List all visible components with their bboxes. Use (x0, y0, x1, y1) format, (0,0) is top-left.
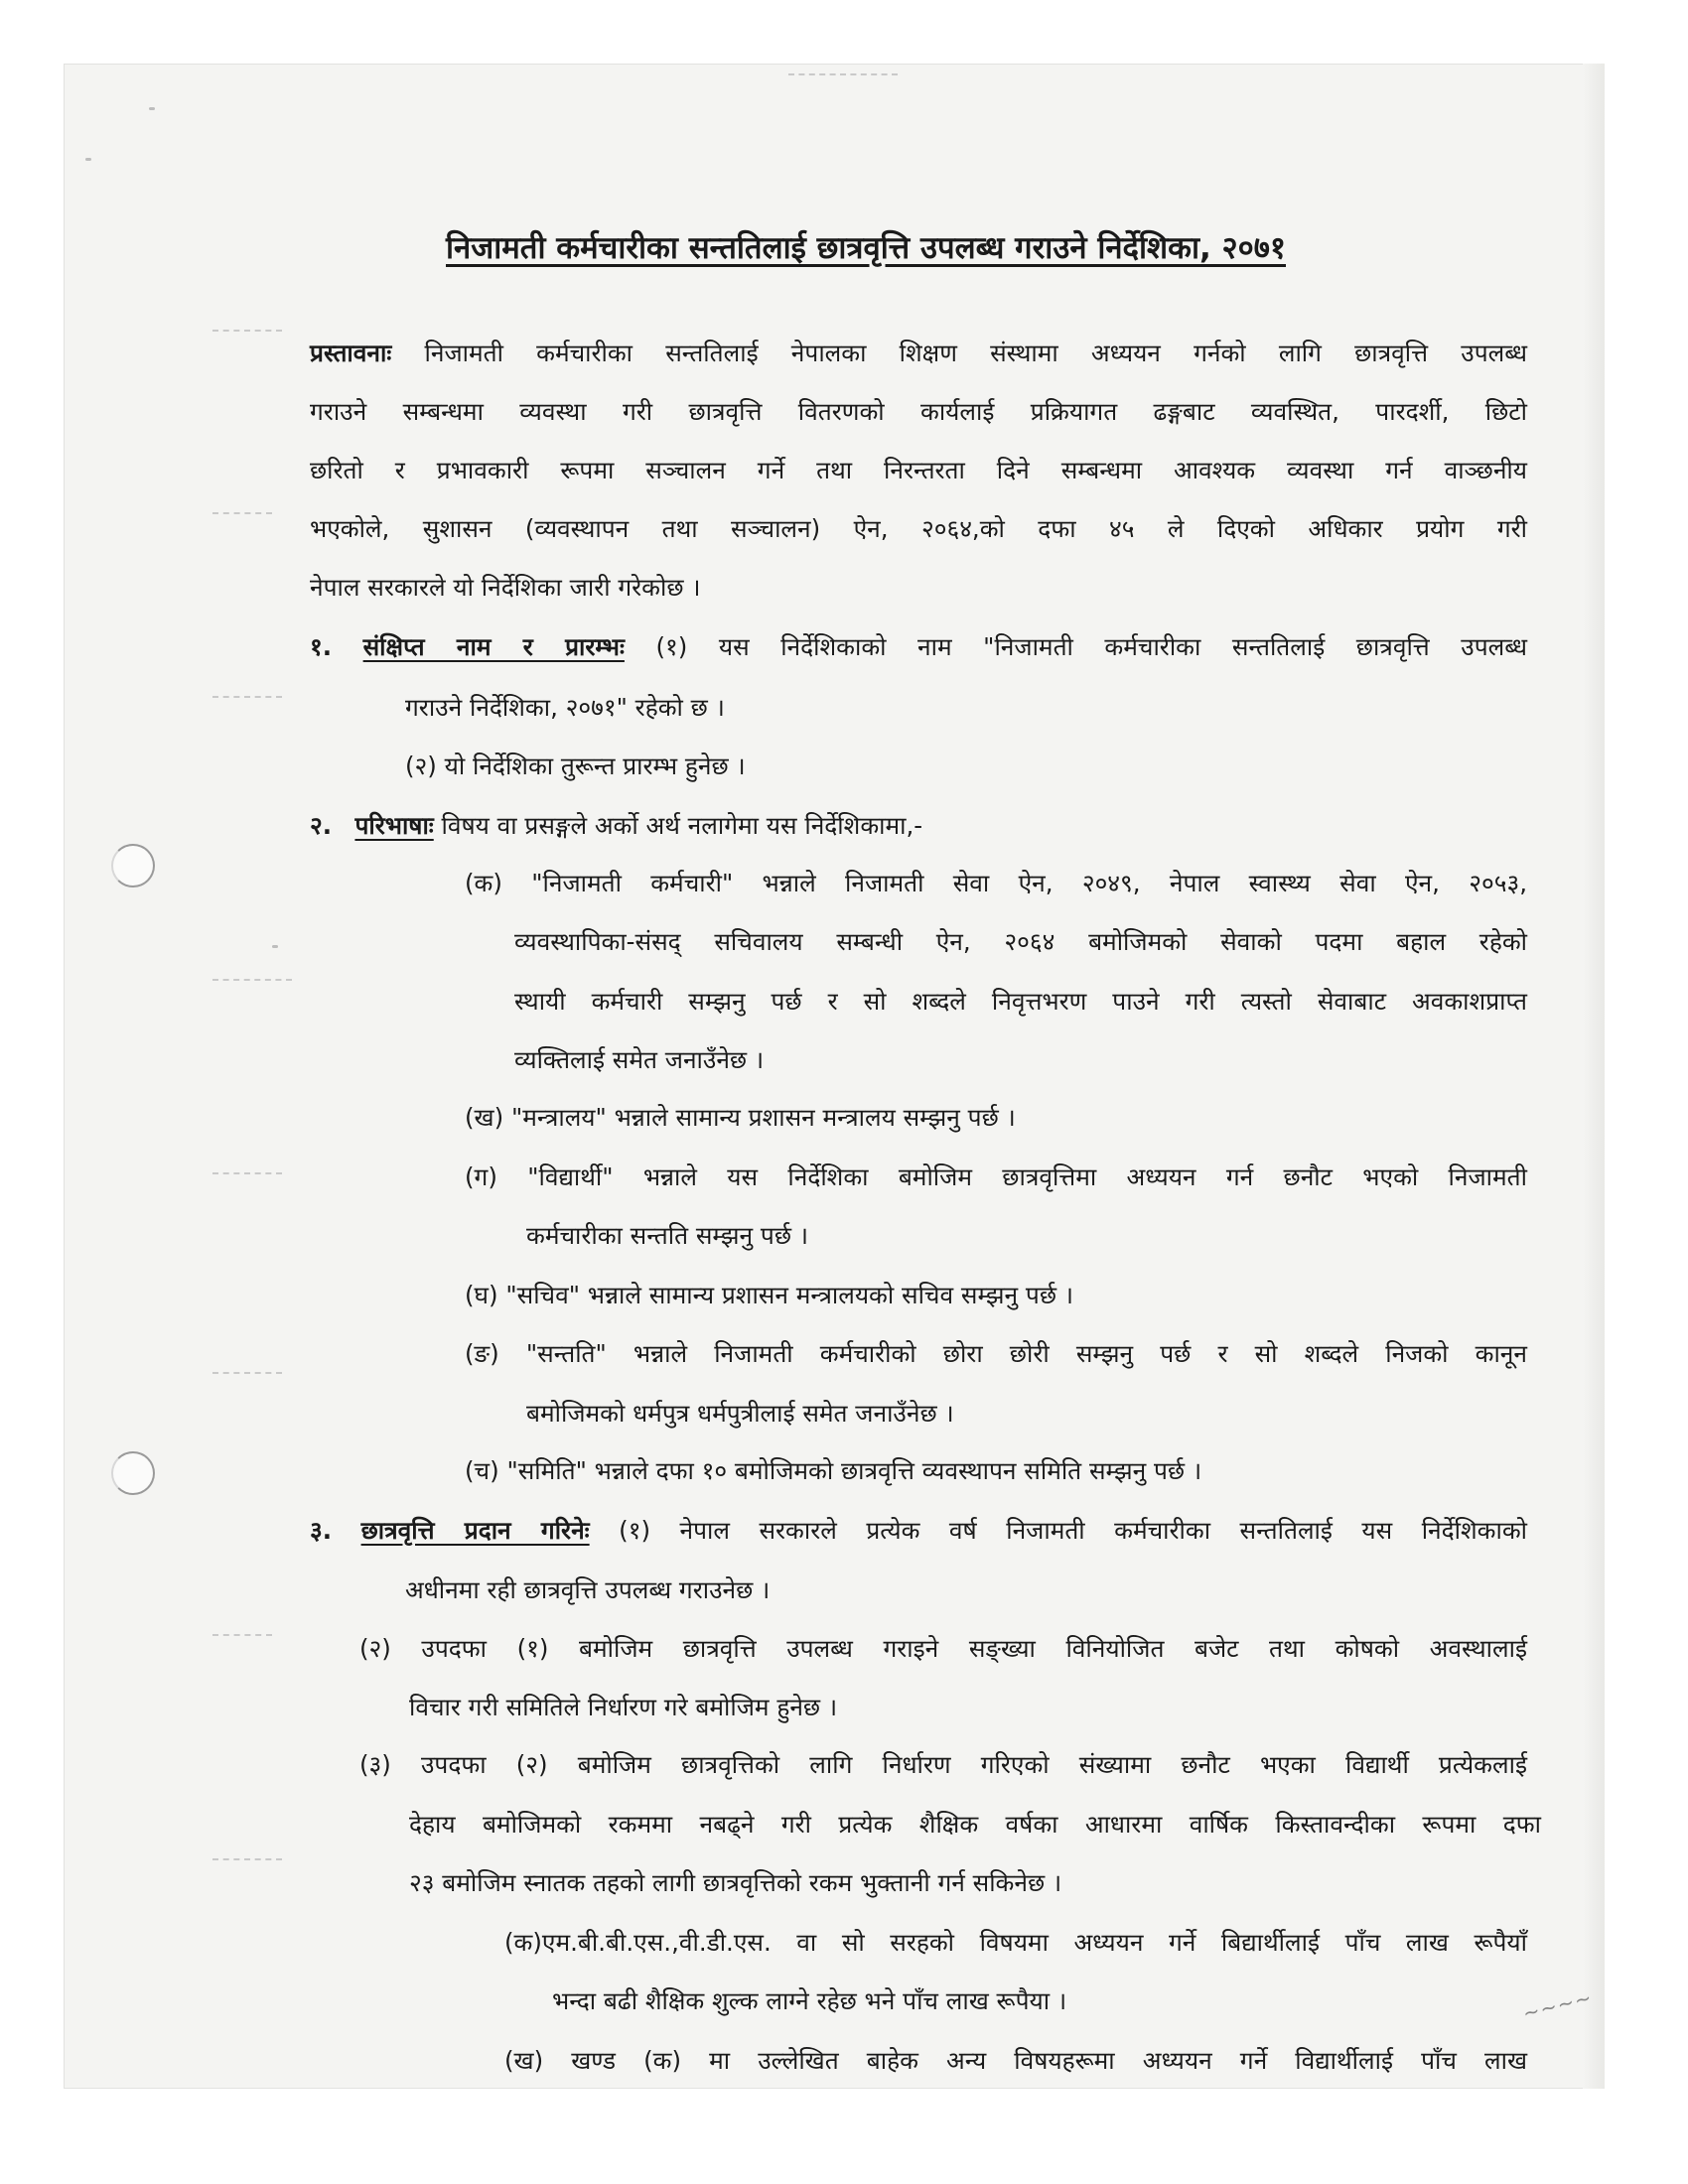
subsection-2-line-2: विचार गरी समितिले निर्धारण गरे बमोजिम हुनेछ । (409, 1693, 838, 1721)
scan-artifact (85, 158, 91, 161)
section-3-line-2: अधीनमा रही छात्रवृत्ति उपलब्ध गराउनेछ । (405, 1575, 771, 1604)
preamble-line-3: छरितो र प्रभावकारी रूपमा सञ्चालन गर्ने तथा निरन्तरता दिने सम्बन्धमा आवश्यक व्यवस्था गर्न वाञ्छनीय (310, 456, 1527, 484)
definition-ka-line-3: स्थायी कर्मचारी सम्झनु पर्छ र सो शब्दले निवृत्तभरण पाउने गरी त्यस्तो सेवाबाट अवकाशप्राप्त (514, 987, 1527, 1016)
section-1-text: (१) यस निर्देशिकाको नाम "निजामती कर्मचारीका सन्ततिलाई छात्रवृत्ति उपलब्ध (655, 632, 1527, 661)
scan-artifact (212, 696, 282, 699)
definition-ga-line-1: (ग) "विद्यार्थी" भन्नाले यस निर्देशिका बमोजिम छात्रवृत्तिमा अध्ययन गर्न छनौट भएको निजामती (465, 1162, 1527, 1191)
preamble-line-5: नेपाल सरकारले यो निर्देशिका जारी गरेकोछ । (310, 573, 701, 602)
section-2-intro: विषय वा प्रसङ्गले अर्को अर्थ नलागेमा यस निर्देशिकामा,- (441, 811, 923, 840)
preamble-text: निजामती कर्मचारीका सन्ततिलाई नेपालका शिक्षण संस्थामा अध्ययन गर्नको लागि छात्रवृत्ति उपलब्ध (424, 339, 1527, 367)
subsection-3-line-1: (३) उपदफा (२) बमोजिम छात्रवृत्तिको लागि निर्धारण गरिएको संख्यामा छनौट भएका विद्यार्थी प्रत्येकलाई (359, 1750, 1527, 1779)
clause-ka-line-1: (क)एम.बी.बी.एस.,वी.डी.एस. वा सो सरहको विषयमा अध्ययन गर्ने बिद्यार्थीलाई पाँच लाख रूपैयाँ (504, 1928, 1527, 1957)
scan-artifact (212, 1372, 282, 1375)
preamble-line-4: भएकोले, सुशासन (व्यवस्थापन तथा सञ्चालन) ऐन, २०६४,को दफा ४५ ले दिएको अधिकार प्रयोग गरी (310, 514, 1527, 543)
definition-nga-line-2: बमोजिमको धर्मपुत्र धर्मपुत्रीलाई समेत जनाउँनेछ । (526, 1399, 954, 1428)
section-1-line-3: (२) यो निर्देशिका तुरून्त प्रारम्भ हुनेछ । (405, 751, 746, 780)
definition-kha: (ख) "मन्त्रालय" भन्नाले सामान्य प्रशासन मन्त्रालय सम्झनु पर्छ । (465, 1103, 1016, 1132)
scan-artifact (212, 512, 272, 515)
punch-hole-top (111, 844, 155, 887)
preamble-line-1 (310, 334, 1527, 373)
definition-nga-line-1: (ङ) "सन्तति" भन्नाले निजामती कर्मचारीको छोरा छोरी सम्झनु पर्छ र सो शब्दले निजको कानून (465, 1339, 1527, 1368)
clause-kha-line-1: (ख) खण्ड (क) मा उल्लेखित बाहेक अन्य विषयहरूमा अध्ययन गर्ने विद्यार्थीलाई पाँच लाख (504, 2046, 1527, 2075)
scan-artifact (212, 330, 282, 333)
section-2-number: २. (310, 811, 333, 840)
section-3-number: ३. (310, 1516, 333, 1545)
definition-ka-line-2: व्यवस्थापिका-संसद् सचिवालय सम्बन्धी ऐन, २०६४ बमोजिमको सेवाको पदमा बहाल रहेको (514, 927, 1527, 956)
section-1-line-1 (310, 627, 1527, 667)
definition-cha: (च) "समिति" भन्नाले दफा १० बमोजिमको छात्रवृत्ति व्यवस्थापन समिति सम्झनु पर्छ । (465, 1456, 1202, 1485)
definition-ka-line-4: व्यक्तिलाई समेत जनाउँनेछ । (514, 1045, 765, 1074)
preamble-line-2: गराउने सम्बन्धमा व्यवस्था गरी छात्रवृत्ति वितरणको कार्यलाई प्रक्रियागत ढङ्गबाट व्यवस्थित, पारदर्शी, छिटो (310, 397, 1527, 426)
page-edge-shadow (1583, 64, 1605, 2089)
scan-artifact (788, 73, 898, 76)
section-2-heading: परिभाषाः (354, 811, 434, 840)
document-title: निजामती कर्मचारीका सन्ततिलाई छात्रवृत्ति उपलब्ध गराउने निर्देशिका, २०७१ (446, 230, 1287, 266)
scan-artifact (212, 1172, 282, 1175)
section-3-line-1 (310, 1511, 1527, 1551)
section-3-text: (१) नेपाल सरकारले प्रत्येक वर्ष निजामती कर्मचारीका सन्ततिलाई यस निर्देशिकाको (619, 1516, 1527, 1545)
subsection-2-line-1: (२) उपदफा (१) बमोजिम छात्रवृत्ति उपलब्ध गराइने सङ्ख्या विनियोजित बजेट तथा कोषको अवस्थालाई (359, 1634, 1527, 1663)
scan-artifact (212, 979, 292, 982)
preamble-heading: प्रस्तावनाः (310, 339, 392, 367)
section-2-line-1 (310, 806, 922, 846)
section-1-line-2: गराउने निर्देशिका, २०७१" रहेको छ । (405, 693, 725, 722)
scan-artifact (272, 945, 278, 948)
section-1-heading: संक्षिप्त नाम र प्रारम्भः (362, 632, 625, 661)
clause-ka-line-2: भन्दा बढी शैक्षिक शुल्क लाग्ने रहेछ भने पाँच लाख रूपैया । (552, 1986, 1067, 2015)
section-1-number: १. (310, 632, 333, 661)
subsection-3-line-2: देहाय बमोजिमको रकममा नबढ्ने गरी प्रत्येक शैक्षिक वर्षका आधारमा वार्षिक किस्तावन्दीका रूपमा दफा (409, 1810, 1541, 1839)
definition-gha: (घ) "सचिव" भन्नाले सामान्य प्रशासन मन्त्रालयको सचिव सम्झनु पर्छ । (465, 1281, 1074, 1309)
definition-ka-line-1: (क) "निजामती कर्मचारी" भन्नाले निजामती सेवा ऐन, २०४९, नेपाल स्वास्थ्य सेवा ऐन, २०५३, (465, 869, 1527, 897)
punch-hole-bottom (111, 1451, 155, 1495)
scan-artifact (149, 107, 155, 110)
subsection-3-line-3: २३ बमोजिम स्नातक तहको लागी छात्रवृत्तिको रकम भुक्तानी गर्न सकिनेछ । (409, 1868, 1062, 1897)
page-stamp: ~~~~ (1520, 1984, 1595, 2026)
scan-artifact (212, 1634, 272, 1637)
definition-ga-line-2: कर्मचारीका सन्तति सम्झनु पर्छ । (526, 1221, 809, 1250)
scan-artifact (212, 1858, 282, 1861)
section-3-heading: छात्रवृत्ति प्रदान गरिनेः (360, 1516, 590, 1545)
